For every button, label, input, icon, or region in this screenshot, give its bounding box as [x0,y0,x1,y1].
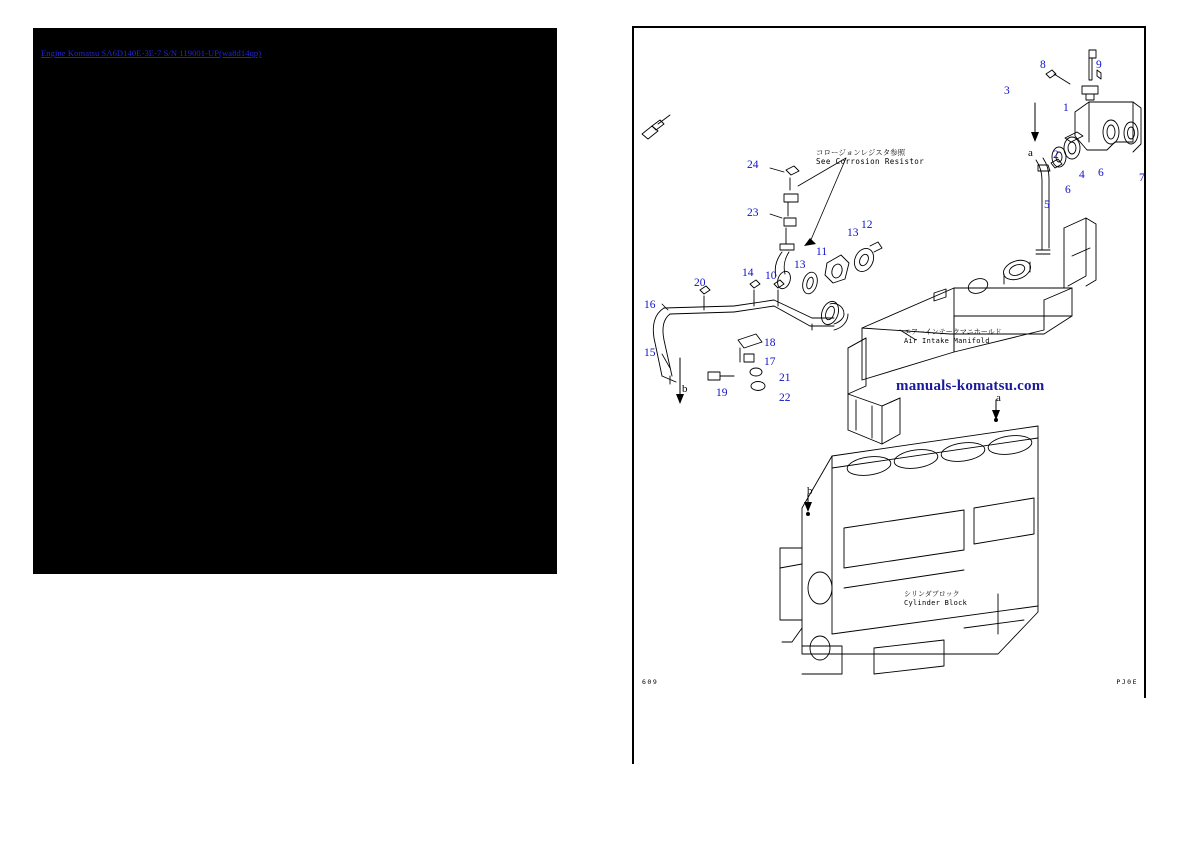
callout-corrosion-resistor [816,148,924,167]
callout-cylinder-block [904,590,967,608]
item-number-22: 22 [779,392,791,404]
item-number-23: 23 [747,207,759,219]
item-number-3: 3 [1004,85,1010,97]
callout-corrosion-resistor-jp: コロージョンレジスタ参照 [816,148,906,157]
item-number-15: 15 [644,347,656,359]
item-number-14: 14 [742,267,754,279]
item-number-18: 18 [764,337,776,349]
item-number-12: 12 [861,219,873,231]
item-number-20: 20 [694,277,706,289]
item-number-19: 19 [716,387,728,399]
item-number-9: 9 [1096,59,1102,71]
callout-air-intake-manifold [904,328,1002,346]
item-number-7: 7 [1139,172,1145,184]
ref-letter-b-left: b [682,383,688,395]
watermark-text: manuals-komatsu.com [896,378,1045,394]
item-number-11: 11 [816,246,828,258]
page-code-right: PJ0E [1116,678,1138,686]
callout-cylinder-block-jp: シリンダブロック [904,590,960,598]
callout-corrosion-resistor-en: See Corrosion Resistor [816,157,925,167]
callout-air-intake-manifold-jp: エアーインテークマニホールド [904,328,1002,336]
item-number-21: 21 [779,372,791,384]
ref-letter-a-block: a [996,392,1001,404]
page-code-left: 609 [642,678,659,686]
diagram-frame [634,26,1146,698]
item-number-6a: 6 [1098,167,1104,179]
item-number-2: 2 [1053,149,1059,161]
item-number-16: 16 [644,299,656,311]
item-number-17: 17 [764,356,776,368]
callout-cylinder-block-en: Cylinder Block [904,599,968,608]
item-number-13a: 13 [847,227,859,239]
image-placeholder-panel [33,28,557,574]
item-number-24: 24 [747,159,759,171]
callout-air-intake-manifold-en: Air Intake Manifold [904,337,990,346]
item-number-4: 4 [1079,169,1085,181]
item-number-10: 10 [765,270,777,282]
parts-diagram-drawing [634,28,1146,700]
item-number-13b: 13 [794,259,806,271]
ref-letter-b-block: b [807,485,813,497]
parts-diagram-panel [632,26,1146,764]
ref-letter-a-top: a [1028,147,1033,159]
item-number-6b: 6 [1065,184,1071,196]
item-number-5: 5 [1044,199,1050,211]
item-number-1: 1 [1063,102,1069,114]
document-title-link[interactable]: Engine Komatsu SA6D140E-3E-7 S/N 119001-UP(wa8d14qp) [41,48,262,58]
item-number-8: 8 [1040,59,1046,71]
